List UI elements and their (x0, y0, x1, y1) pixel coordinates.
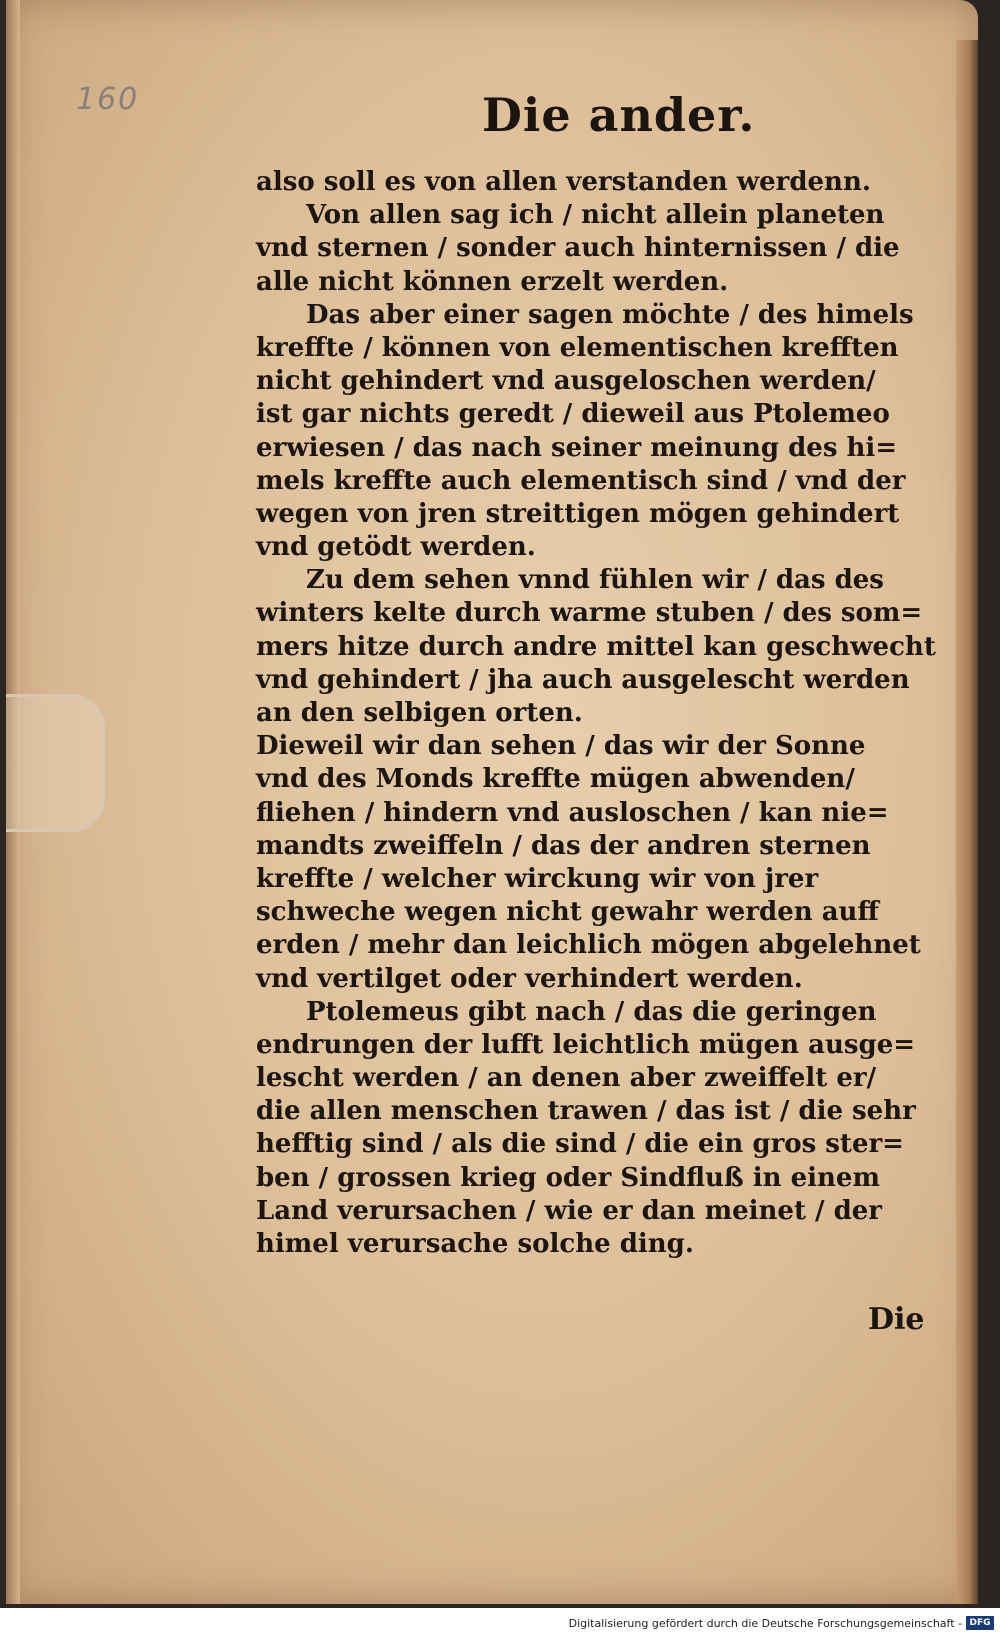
text-line: Ptolemeus gibt nach / das die geringen (306, 996, 877, 1027)
text-line: erwiesen / das nach seiner meinung des hi= (256, 432, 898, 463)
text-line: kreffte / welcher wirckung wir von jrer (256, 863, 819, 894)
text-line: Von allen sag ich / nicht allein planeten (306, 200, 885, 231)
body-text (256, 166, 956, 1261)
text-line: Land verursachen / wie er dan meinet / der (256, 1195, 883, 1226)
catchword: Die (868, 1302, 925, 1337)
text-line: himel verursache solche ding. (256, 1229, 694, 1259)
text-line: nicht gehindert vnd ausgeloschen werden/ (256, 366, 876, 397)
text-line: mandts zweiffeln / das der andren sternen (256, 830, 871, 861)
text-line: lescht werden / an denen aber zweiffelt er/ (256, 1063, 877, 1094)
text-line: ist gar nichts geredt / dieweil aus Ptolemeo (256, 399, 890, 430)
text-line: fliehen / hindern vnd ausloschen / kan nie= (256, 797, 889, 828)
text-line: wegen von jren streittigen mögen gehindert (256, 498, 900, 529)
text-line: ben / grossen krieg oder Sindfluß in einem (256, 1162, 880, 1193)
running-header: Die ander. (482, 88, 756, 142)
text-line: Dieweil wir dan sehen / das wir der Sonne (256, 731, 866, 762)
text-line: alle nicht können erzelt werden. (256, 266, 729, 297)
text-line: vnd getödt werden. (256, 532, 536, 563)
page-edge (956, 40, 978, 1604)
text-line: vnd gehindert / jha auch ausgelescht werden (256, 664, 910, 695)
text-line: an den selbigen orten. (256, 698, 583, 728)
folio-number: 160 (76, 82, 140, 117)
text-line: Das aber einer sagen möchte / des himels (306, 299, 914, 330)
text-line: erden / mehr dan leichlich mögen abgelehnet (256, 930, 921, 961)
text-line: kreffte / können von elementischen krefften (256, 332, 899, 363)
paper-clip-mark (6, 694, 105, 832)
text-line: winters kelte durch warme stuben / des som= (256, 598, 923, 629)
text-line: hefftig sind / als die sind / die ein gros ster= (256, 1129, 904, 1160)
dfg-logo-icon: DFG (966, 1616, 994, 1630)
text-line: Zu dem sehen vnnd fühlen wir / das des (306, 565, 884, 596)
text-line: also soll es von allen verstanden werdenn. (256, 167, 871, 197)
text-line: vnd des Monds kreffte mügen abwenden/ (256, 764, 855, 795)
footer-bar (0, 1608, 1000, 1637)
text-line: vnd sternen / sonder auch hinternissen / die (256, 233, 900, 264)
text-line: mels kreffte auch elementisch sind / vnd der (256, 465, 906, 496)
text-line: die allen menschen trawen / das ist / die sehr (256, 1096, 916, 1127)
text-line: mers hitze durch andre mittel kan geschwecht (256, 631, 936, 662)
book-page (6, 0, 978, 1604)
funding-credit: Digitalisierung gefördert durch die Deutsche Forschungsgemeinschaft - (568, 1617, 962, 1630)
text-line: vnd vertilget oder verhindert werden. (256, 963, 803, 994)
text-line: endrungen der lufft leichtlich mügen ausge= (256, 1029, 916, 1060)
text-line: schweche wegen nicht gewahr werden auff (256, 897, 879, 928)
